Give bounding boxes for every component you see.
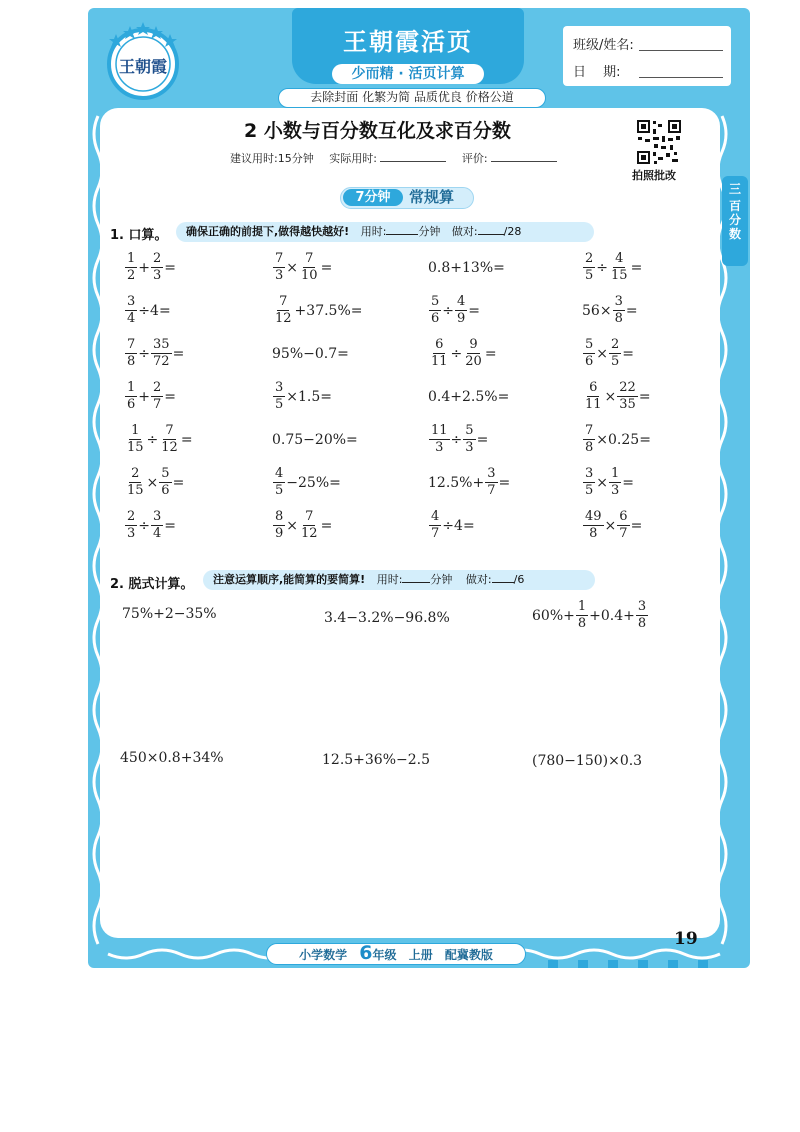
oral-problem: $\frac{5}{6}$ ÷ $\frac{4}{9}$ =: [431, 294, 481, 326]
decorative-ticks: [548, 960, 728, 970]
oral-problem: $\frac{4}{7}$ ÷ 4 =: [431, 509, 475, 541]
section-header: [340, 187, 474, 209]
oral-problem: 12.5% + $\frac{3}{7}$ =: [428, 466, 511, 498]
footer-term: 上册: [408, 948, 433, 962]
lesson-title: 2 小数与百分数互化及求百分数: [244, 120, 511, 142]
evaluation-label: 评价:: [461, 152, 488, 165]
q2-time-unit: 分钟: [430, 573, 453, 586]
class-name-label: 班级/姓名:: [573, 38, 634, 53]
footer-banner: [266, 943, 526, 965]
unit-number: 三: [728, 182, 741, 196]
oral-problem: 56 × $\frac{3}{8}$ =: [582, 294, 638, 326]
oral-problem: $\frac{3}{5}$ × 1.5 =: [275, 380, 333, 412]
q2-correct-field[interactable]: [492, 571, 514, 583]
oral-problem: $\frac{11}{3}$ ÷ $\frac{5}{3}$ =: [431, 423, 489, 455]
oral-problem: $\frac{2}{5}$ ÷ $\frac{4}{15}$ =: [585, 251, 643, 283]
q1-label: 1. 口算。: [110, 228, 168, 243]
brand-subtitle: 少而精 · 活页计算: [332, 64, 484, 84]
brand-title: 王朝霞活页: [343, 28, 473, 56]
q2-total: /6: [513, 573, 525, 586]
evaluation-field[interactable]: [491, 152, 557, 162]
footer-grade-number: 6: [359, 942, 373, 964]
oral-problem: $\frac{7}{3}$ × $\frac{7}{10}$ =: [275, 251, 333, 283]
actual-time-field[interactable]: [380, 152, 446, 162]
q1-correct-label: 做对:: [451, 225, 478, 238]
qr-code[interactable]: [636, 119, 682, 165]
oral-problem: 95% − 0.7 =: [272, 346, 349, 362]
footer-subject: 小学数学: [299, 948, 348, 962]
q1-hint: 确保正确的前提下,做得越快越好!: [186, 225, 350, 238]
q1-correct-field[interactable]: [478, 223, 504, 235]
oral-problem: $\frac{7}{12}$ + 37.5% =: [275, 294, 363, 326]
oral-problem: $\frac{49}{8}$ × $\frac{6}{7}$ =: [585, 509, 643, 541]
actual-time-label: 实际用时:: [329, 152, 377, 165]
q2-time-label: 用时:: [376, 573, 403, 586]
oral-problem: $\frac{1}{6}$ + $\frac{2}{7}$ =: [127, 380, 177, 412]
q1-total: /28: [503, 225, 522, 238]
brand-banner: [292, 8, 524, 84]
q1-time-label: 用时:: [360, 225, 387, 238]
oral-problem: $\frac{6}{11}$ ÷ $\frac{9}{20}$ =: [431, 337, 497, 369]
calc-problem-2: 3.4−3.2%−96.8%: [324, 610, 450, 626]
oral-problem: $\frac{3}{4}$ ÷ 4 =: [127, 294, 171, 326]
suggested-time: 建议用时:15分钟: [230, 152, 314, 165]
brand-logo: [104, 20, 182, 102]
oral-problem: $\frac{2}{15}$ × $\frac{5}{6}$ =: [127, 466, 185, 498]
oral-problem: $\frac{2}{3}$ ÷ $\frac{3}{4}$ =: [127, 509, 177, 541]
section-time-badge: 7分钟: [343, 189, 403, 206]
oral-problem: 0.4 + 2.5% =: [428, 389, 510, 405]
unit-topic: 百分数: [728, 199, 741, 241]
calc-problem-1: 75%+2−35%: [122, 606, 217, 622]
slogan-banner: 去除封面 化繁为简 品质优良 价格公道: [278, 88, 546, 108]
qr-label: 拍照批改: [632, 169, 676, 182]
q2-hint-bar: [203, 570, 595, 590]
date-label: 日 期:: [573, 65, 621, 80]
oral-problem: $\frac{7}{8}$ × 0.25 =: [585, 423, 651, 455]
q2-time-field[interactable]: [402, 571, 430, 583]
footer-edition: 配冀教版: [444, 948, 493, 962]
oral-problem: $\frac{6}{11}$ × $\frac{22}{35}$ =: [585, 380, 651, 412]
footer-grade-suffix: 年级: [372, 948, 397, 962]
oral-problem: $\frac{7}{8}$ ÷ $\frac{35}{72}$ =: [127, 337, 185, 369]
calc-problem-4: 450×0.8+34%: [120, 750, 224, 766]
lesson-meta: [230, 150, 569, 166]
q1-hint-bar: [176, 222, 594, 242]
q1-time-unit: 分钟: [418, 225, 441, 238]
oral-problem: $\frac{1}{15}$ ÷ $\frac{7}{12}$ =: [127, 423, 193, 455]
oral-problem: $\frac{5}{6}$ × $\frac{2}{5}$ =: [585, 337, 635, 369]
calc-problem-3: 60%+ $\frac{1}{8}$ +0.4+ $\frac{3}{8}$: [532, 599, 647, 631]
section-name: 常规算: [409, 188, 455, 206]
student-info-box: [563, 26, 731, 86]
oral-problem: $\frac{3}{5}$ × $\frac{1}{3}$ =: [585, 466, 635, 498]
page-number: 19: [674, 929, 698, 949]
oral-problem: 0.75 − 20% =: [272, 432, 358, 448]
svg-text:王朝霞: 王朝霞: [118, 57, 168, 76]
oral-problem: $\frac{8}{9}$ × $\frac{7}{12}$ =: [275, 509, 333, 541]
q1-time-field[interactable]: [386, 223, 418, 235]
q2-hint: 注意运算顺序,能简算的要简算!: [213, 573, 366, 586]
calc-problem-6: (780−150)×0.3: [532, 753, 643, 769]
unit-side-tab: [722, 176, 748, 266]
q2-correct-label: 做对:: [465, 573, 492, 586]
class-name-field[interactable]: [639, 50, 723, 51]
calc-problem-5: 12.5+36%−2.5: [322, 752, 431, 768]
oral-problem: $\frac{4}{5}$ − 25% =: [275, 466, 341, 498]
q2-label: 2. 脱式计算。: [110, 577, 194, 592]
oral-problem: 0.8 + 13% =: [428, 260, 505, 276]
date-field[interactable]: [639, 77, 723, 78]
oral-problem: $\frac{1}{2}$ + $\frac{2}{3}$ =: [127, 251, 177, 283]
